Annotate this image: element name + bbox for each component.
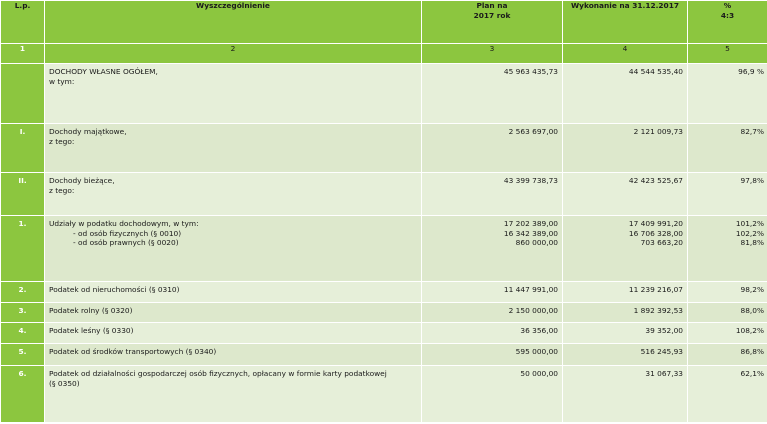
row-plan: 50 000,00 — [422, 366, 563, 423]
row-plan: 11 447 991,00 — [422, 282, 563, 303]
row-plan: 43 399 738,73 — [422, 173, 563, 216]
row-lp: 4. — [1, 323, 45, 344]
header-pct-line1: % — [723, 1, 732, 10]
row-description: Podatek rolny (§ 0320) — [45, 303, 422, 323]
header-description: Wyszczególnienie — [45, 1, 422, 44]
table-row — [1, 124, 767, 173]
row-description-line: z tego: — [49, 185, 75, 195]
header-lp: L.p. — [1, 1, 45, 44]
row-plan: 45 963 435,73 — [422, 64, 563, 124]
row-pct-value: 101,2% — [735, 219, 764, 228]
header-plan-line2: 2017 rok — [473, 10, 511, 20]
row-lp: I. — [1, 124, 45, 173]
row-lp: 6. — [1, 366, 45, 423]
header-plan-line1: Plan na — [476, 1, 508, 10]
row-lp — [1, 64, 45, 124]
row-lp: II. — [1, 173, 45, 216]
row-execution: 11 239 216,07 — [563, 282, 688, 303]
row-description-line: Dochody majątkowe, — [49, 127, 127, 136]
row-description-line: w tym: — [49, 76, 75, 86]
table-row — [1, 323, 767, 344]
column-number: 3 — [422, 44, 563, 64]
row-plan: 595 000,00 — [422, 344, 563, 366]
row-percent: 62,1% — [688, 366, 767, 423]
table-row — [1, 366, 767, 423]
row-percent: 98,2% — [688, 282, 767, 303]
table-header-row — [1, 1, 767, 44]
row-execution: 1 892 392,53 — [563, 303, 688, 323]
row-exec-value: 16 706 328,00 — [628, 228, 683, 238]
row-plan — [422, 216, 563, 282]
header-percent — [688, 1, 767, 44]
row-execution: 44 544 535,40 — [563, 64, 688, 124]
row-description-line: Udziały w podatku dochodowym, w tym: — [49, 219, 199, 228]
row-lp: 3. — [1, 303, 45, 323]
row-description — [45, 216, 422, 282]
column-number: 1 — [1, 44, 45, 64]
row-execution: 39 352,00 — [563, 323, 688, 344]
table-row — [1, 173, 767, 216]
row-description-line: DOCHODY WŁASNE OGÓŁEM, — [49, 67, 158, 76]
column-number: 5 — [688, 44, 767, 64]
row-execution: 2 121 009,73 — [563, 124, 688, 173]
row-lp: 2. — [1, 282, 45, 303]
row-percent: 82,7% — [688, 124, 767, 173]
row-execution: 31 067,33 — [563, 366, 688, 423]
row-execution — [563, 216, 688, 282]
table-row — [1, 303, 767, 323]
row-exec-value: 17 409 991,20 — [628, 219, 683, 228]
row-description: Podatek od nieruchomości (§ 0310) — [45, 282, 422, 303]
row-description — [45, 64, 422, 124]
row-pct-value: 102,2% — [735, 228, 764, 238]
header-pct-line2: 4:3 — [720, 10, 735, 20]
table-row — [1, 64, 767, 124]
row-description — [45, 173, 422, 216]
table-row — [1, 344, 767, 366]
row-pct-value: 81,8% — [740, 238, 764, 248]
row-percent — [688, 216, 767, 282]
row-description — [45, 366, 422, 423]
row-plan: 2 150 000,00 — [422, 303, 563, 323]
header-execution: Wykonanie na 31.12.2017 — [563, 1, 688, 44]
row-exec-value: 703 663,20 — [640, 238, 683, 248]
row-percent: 96,9 % — [688, 64, 767, 124]
table-row — [1, 216, 767, 282]
row-execution: 516 245,93 — [563, 344, 688, 366]
row-percent: 97,8% — [688, 173, 767, 216]
row-plan-value: 17 202 389,00 — [503, 219, 558, 228]
row-lp: 5. — [1, 344, 45, 366]
row-percent: 88,0% — [688, 303, 767, 323]
row-description: Podatek od środków transportowych (§ 0340) — [45, 344, 422, 366]
row-plan: 36 356,00 — [422, 323, 563, 344]
row-description-line: Podatek od działalności gospodarczej osób fizycznych, opłacany w formie karty podatkowej — [49, 369, 387, 378]
column-number: 2 — [45, 44, 422, 64]
row-plan-value: 16 342 389,00 — [503, 228, 558, 238]
row-sub-item: - od osób prawnych (§ 0020) — [73, 238, 179, 248]
header-plan — [422, 1, 563, 44]
table-row — [1, 282, 767, 303]
row-execution: 42 423 525,67 — [563, 173, 688, 216]
row-description-line: (§ 0350) — [49, 378, 80, 388]
column-number-row — [1, 44, 767, 64]
row-plan: 2 563 697,00 — [422, 124, 563, 173]
row-sub-item: - od osób fizycznych (§ 0010) — [73, 228, 182, 238]
row-lp: 1. — [1, 216, 45, 282]
row-percent: 108,2% — [688, 323, 767, 344]
row-description-line: Dochody bieżące, — [49, 176, 115, 185]
row-plan-value: 860 000,00 — [515, 238, 558, 248]
row-percent: 86,8% — [688, 344, 767, 366]
column-number: 4 — [563, 44, 688, 64]
row-description: Podatek leśny (§ 0330) — [45, 323, 422, 344]
row-description — [45, 124, 422, 173]
row-description-line: z tego: — [49, 136, 75, 146]
